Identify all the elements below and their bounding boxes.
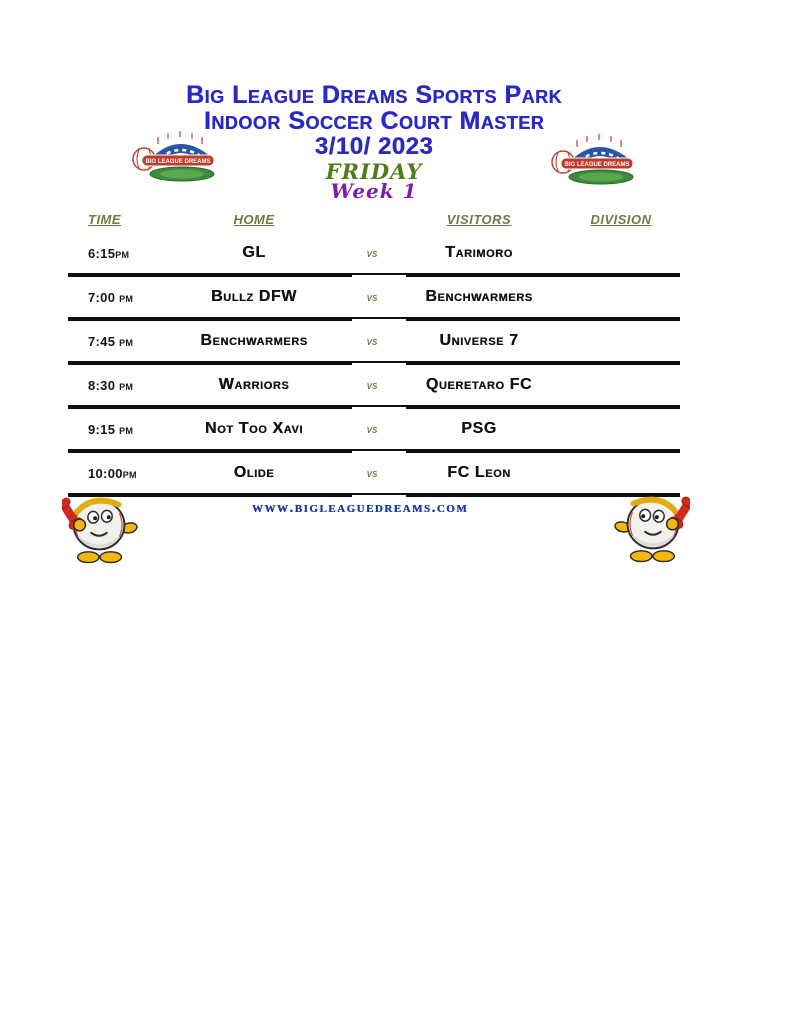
vs-label: vs: [366, 334, 378, 348]
rule-notch: [352, 493, 406, 497]
table-row: [68, 233, 680, 277]
baseball-phone-mascot-right: [612, 487, 690, 563]
document-header: [0, 82, 748, 201]
home-team: Benchwarmers: [200, 332, 308, 349]
game-time: 9:15 pm: [88, 421, 134, 437]
visitors-team: PSG: [461, 420, 497, 437]
column-header-division: DIVISION: [590, 212, 652, 227]
day-label: FRIDAY: [325, 159, 423, 184]
visitors-team: Universe 7: [439, 332, 519, 349]
visitors-team: FC Leon: [447, 464, 511, 481]
vs-label: vs: [366, 246, 378, 260]
vs-label: vs: [366, 290, 378, 304]
game-time: 8:30 pm: [88, 377, 134, 393]
column-header-home: HOME: [233, 212, 275, 227]
home-team: Not Too Xavi: [205, 420, 303, 437]
game-time: 7:00 pm: [88, 289, 134, 305]
park-title: Big League Dreams Sports Park: [185, 81, 563, 109]
schedule-date: 3/10/ 2023: [314, 133, 434, 160]
game-time: 7:45 pm: [88, 333, 134, 349]
table-header-row: [68, 207, 680, 233]
week-label: Week 1: [330, 179, 418, 203]
baseball-phone-mascot-left: [62, 488, 140, 564]
game-time: 10:00pm: [88, 465, 137, 481]
visitors-team: Tarimoro: [445, 244, 513, 261]
home-team: Warriors: [218, 376, 290, 393]
game-time: 6:15pm: [88, 245, 130, 261]
table-row: [68, 321, 680, 365]
home-team: Olide: [233, 464, 275, 481]
table-row: [68, 277, 680, 321]
home-team: Bullz DFW: [211, 288, 297, 305]
visitors-team: Benchwarmers: [425, 288, 533, 305]
court-title: Indoor Soccer Court Master: [203, 107, 545, 135]
table-row: [68, 409, 680, 453]
home-team: GL: [242, 244, 266, 261]
vs-label: vs: [366, 466, 378, 480]
schedule-table: [68, 207, 680, 497]
table-row: [68, 453, 680, 497]
table-row: [68, 365, 680, 409]
column-header-visitors: VISITORS: [446, 212, 512, 227]
website-url: www.bigleaguedreams.com: [251, 500, 469, 516]
vs-label: vs: [366, 422, 378, 436]
vs-label: vs: [366, 378, 378, 392]
visitors-team: Queretaro FC: [425, 376, 533, 393]
column-header-time: TIME: [88, 212, 122, 227]
